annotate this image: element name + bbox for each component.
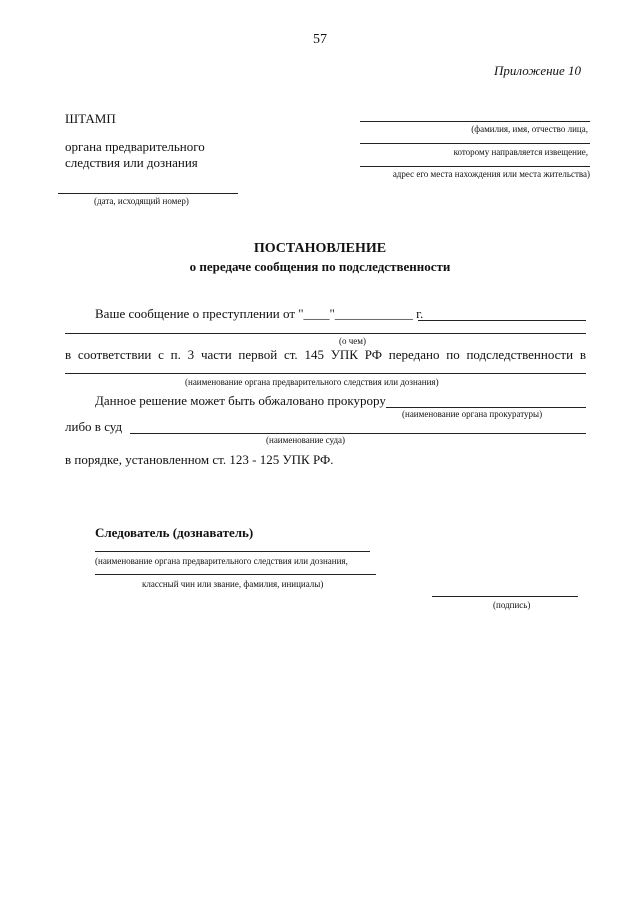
addressee-line-3 — [360, 166, 590, 167]
investigator-role: Следователь (дознаватель) — [95, 525, 254, 540]
organ-line — [65, 373, 586, 374]
document-title: ПОСТАНОВЛЕНИЕ — [253, 241, 387, 256]
about-caption: (о чем) — [339, 336, 366, 346]
procedure-line: в порядке, установленном ст. 123 - 125 УПК РФ. — [65, 452, 334, 467]
message-line: Ваше сообщение о преступлении от "____"____________ г. — [95, 306, 424, 321]
document-subtitle: о передаче сообщения по подследственности — [189, 259, 451, 274]
appendix-label: Приложение 10 — [494, 63, 582, 78]
signature-caption: (подпись) — [493, 600, 531, 610]
investigator-organ-line — [95, 551, 370, 552]
about-line — [65, 333, 586, 334]
addressee-caption-3: адрес его места нахождения или места жительства) — [392, 169, 590, 179]
organ-caption: (наименование органа предварительного следствия или дознания) — [185, 377, 439, 387]
court-caption: (наименование суда) — [266, 435, 346, 445]
signature-line — [432, 596, 578, 597]
investigator-caption-2: классный чин или звание, фамилия, инициалы) — [142, 579, 324, 589]
page-number: 57 — [313, 32, 327, 47]
stamp-date-line — [58, 193, 238, 194]
investigator-caption-1: (наименование органа предварительного следствия или дознания, — [95, 556, 348, 566]
stamp-line-1: органа предварительного — [65, 139, 205, 154]
stamp-line-2: следствия или дознания — [65, 155, 198, 170]
prosecutor-caption: (наименование органа прокуратуры) — [402, 409, 543, 419]
transfer-line: в соответствии с п. 3 части первой ст. 145 УПК РФ передано по подследственности в — [65, 347, 586, 362]
message-fill-line — [418, 320, 586, 321]
addressee-line-1 — [360, 121, 590, 122]
stamp-date-caption: (дата, исходящий номер) — [94, 196, 189, 206]
prosecutor-line — [386, 407, 586, 408]
addressee-line-2 — [360, 143, 590, 144]
investigator-rank-line — [95, 574, 376, 575]
addressee-caption-2: которому направляется извещение, — [453, 147, 588, 157]
appeal-line: Данное решение может быть обжаловано прокурору — [95, 393, 386, 408]
addressee-caption-1: (фамилия, имя, отчество лица, — [471, 124, 588, 134]
court-fill-line — [130, 433, 586, 434]
stamp-title: ШТАМП — [65, 111, 116, 126]
court-line: либо в суд — [65, 419, 123, 434]
